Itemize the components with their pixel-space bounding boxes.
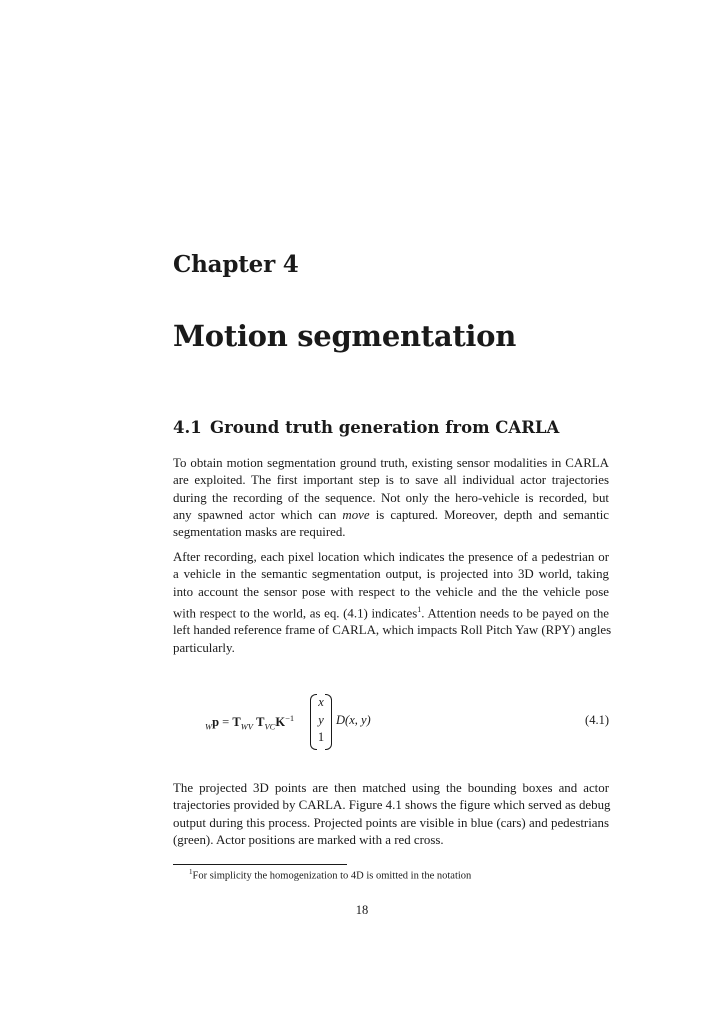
paragraph-line: during the recording of the sequence. Not only the hero-vehicle is recorded, but	[173, 490, 609, 505]
paragraph-2	[173, 549, 612, 657]
emphasis-move: move	[342, 507, 370, 522]
text-run: . Attention needs to be payed on the	[421, 606, 609, 621]
footnote-mark: 1	[189, 868, 193, 876]
eq-T1-subscript: WV	[240, 721, 253, 732]
footnote-reference[interactable]: 1	[417, 604, 422, 614]
equation-vector	[310, 694, 332, 748]
paragraph-line: The projected 3D points are then matched using the bounding boxes and actor	[173, 781, 609, 795]
equation-lhs	[205, 713, 294, 732]
paragraph-line: particularly.	[173, 640, 235, 655]
right-paren	[325, 694, 332, 750]
vector-entry-x: x	[318, 695, 324, 709]
footnote-text: For simplicity the homogenization to 4D is omitted in the notation	[192, 870, 472, 882]
paragraph-line: segmentation masks are required.	[173, 525, 346, 540]
eq-K: K	[275, 715, 286, 730]
paragraph-line: trajectories provided by CARLA. Figure 4.1 shows the figure which served as debug	[173, 798, 611, 813]
page-number: 18	[355, 903, 369, 917]
eq-equals: =	[222, 715, 230, 730]
paragraph-line: are exploited. The first important step is to save all individual actor trajectories	[173, 473, 609, 488]
paragraph-line: into account the sensor pose with respect to the vehicle and the the vehicle pose	[173, 584, 609, 599]
paragraph-1	[173, 455, 609, 541]
vector-entry-y: y	[318, 713, 324, 727]
paragraph-line: a vehicle in the semantic segmentation output, is projected into 3D world, taking	[173, 567, 609, 582]
paragraph-line: output during this process. Projected points are visible in blue (cars) and pedestrians	[173, 815, 609, 830]
eq-p-vector: p	[212, 715, 220, 730]
paragraph-line: left handed reference frame of CARLA, which impacts Roll Pitch Yaw (RPY) angles	[173, 623, 612, 638]
footnote	[189, 868, 471, 882]
paragraph-3	[173, 780, 609, 849]
chapter-title: Motion segmentation	[173, 319, 516, 353]
equation-rhs: D(x, y)	[336, 713, 371, 727]
chapter-label: Chapter 4	[173, 251, 299, 278]
section-number: 4.1	[173, 418, 202, 437]
paragraph-line: (green). Actor positions are marked with a red cross.	[173, 832, 444, 847]
text-run: with respect to the world, as eq. (4.1) indicates	[173, 606, 418, 621]
paragraph-line	[173, 601, 609, 623]
paragraph-line	[173, 507, 609, 524]
vector-entry-1: 1	[317, 730, 325, 744]
equation-4-1	[205, 694, 609, 748]
section-heading	[173, 418, 559, 437]
paragraph-line: After recording, each pixel location which indicates the presence of a pedestrian or	[173, 550, 609, 564]
eq-lhs-subscript: W	[205, 721, 213, 732]
eq-T1: T	[232, 715, 241, 730]
paragraph-line: To obtain motion segmentation ground truth, existing sensor modalities in CARLA	[173, 456, 609, 470]
eq-T2: T	[256, 715, 265, 730]
equation-number: (4.1)	[585, 713, 609, 727]
footnote-divider	[173, 864, 347, 865]
text-run: is captured. Moreover, depth and semantic	[375, 507, 609, 522]
section-title: Ground truth generation from CARLA	[210, 418, 560, 437]
eq-K-superscript: −1	[285, 713, 295, 723]
text-run: any spawned actor which can	[173, 507, 337, 522]
eq-T2-subscript: VC	[264, 721, 276, 732]
